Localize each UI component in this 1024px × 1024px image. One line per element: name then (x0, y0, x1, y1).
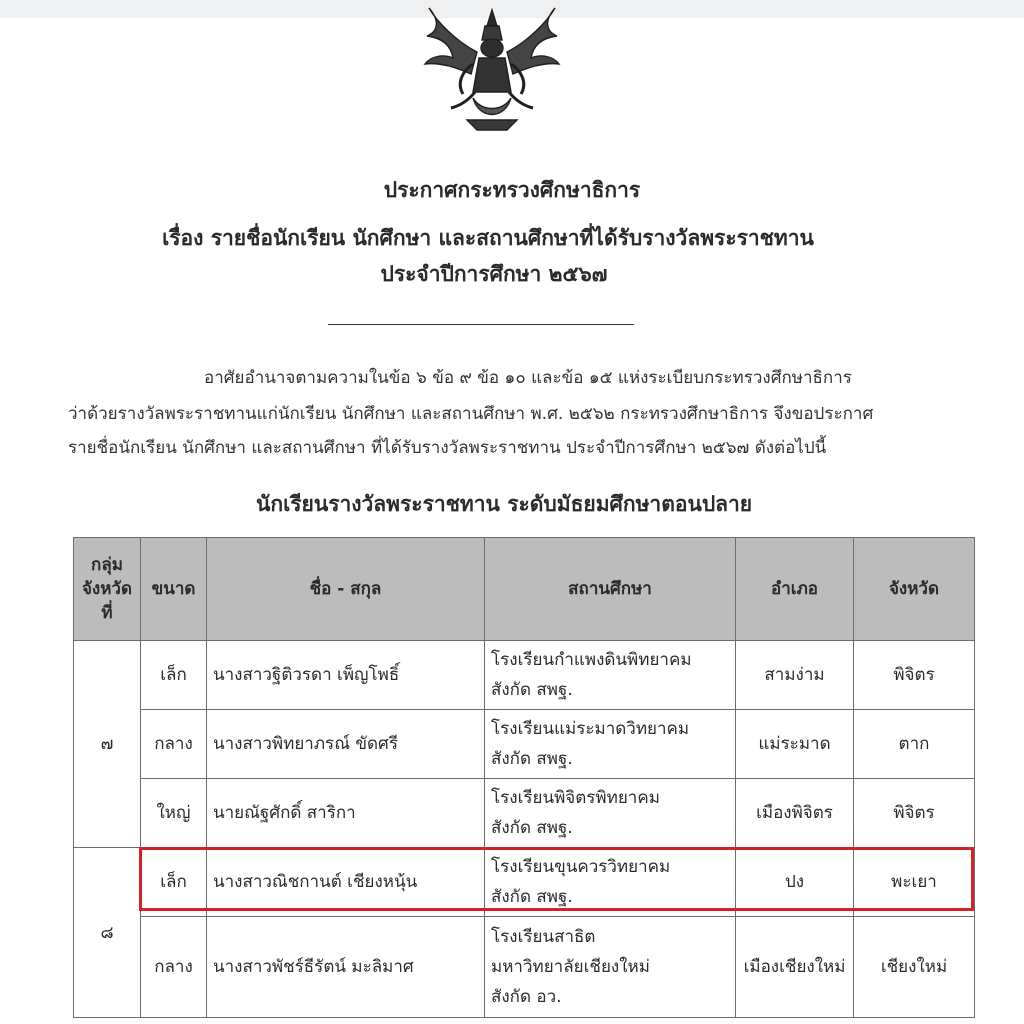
cell-school (485, 917, 736, 1018)
announcement-title: ประกาศกระทรวงศึกษาธิการ (383, 178, 641, 202)
section-title: นักเรียนรางวัลพระราชทาน ระดับมัธยมศึกษาตอนปลาย (256, 492, 753, 516)
table-header-row (74, 538, 975, 641)
cell-school (485, 710, 736, 779)
cell-province: เชียงใหม่ (854, 917, 975, 1018)
group-number: ๘ (74, 848, 141, 1018)
school-line: สังกัด สพฐ. (491, 680, 573, 700)
announcement-subject: เรื่อง รายชื่อนักเรียน นักศึกษา และสถานศึกษาที่ได้รับรางวัลพระราชทาน (162, 226, 814, 250)
school-line: โรงเรียนกำแพงดินพิทยาคม (491, 650, 692, 670)
table-row (74, 779, 975, 848)
cell-name: นางสาวฐิติวรดา เพ็ญโพธิ์ (207, 641, 485, 710)
header-province: จังหวัด (854, 538, 975, 641)
cell-district: เมืองเชียงใหม่ (736, 917, 854, 1018)
header-district: อำเภอ (736, 538, 854, 641)
cell-size: กลาง (141, 917, 207, 1018)
cell-province: พิจิตร (854, 779, 975, 848)
school-line: โรงเรียนสาธิต (491, 927, 596, 947)
garuda-emblem-icon (407, 2, 577, 134)
cell-school (485, 848, 736, 917)
cell-district: ปง (736, 848, 854, 917)
body-paragraph-line-1: อาศัยอำนาจตามความในข้อ ๖ ข้อ ๙ ข้อ ๑๐ และข้อ ๑๕ แห่งระเบียบกระทรวงศึกษาธิการ (204, 368, 852, 388)
cell-province: พะเยา (854, 848, 975, 917)
group-number: ๗ (74, 641, 141, 848)
cell-name: นางสาวพิทยาภรณ์ ขัดศรี (207, 710, 485, 779)
table-row (74, 917, 975, 1018)
awards-table (73, 537, 975, 1018)
cell-size: เล็ก (141, 641, 207, 710)
title-divider (328, 324, 634, 325)
cell-name: นายณัฐศักดิ์ สาริกา (207, 779, 485, 848)
header-school: สถานศึกษา (485, 538, 736, 641)
body-paragraph-line-3: รายชื่อนักเรียน นักศึกษา และสถานศึกษา ที่ได้รับรางวัลพระราชทาน ประจำปีการศึกษา ๒๕๖๗ ดังต่อไปนี้ (68, 438, 827, 458)
school-line: สังกัด สพฐ. (491, 818, 573, 838)
cell-school (485, 779, 736, 848)
cell-name: นางสาวณิชกานต์ เชียงหนุ้น (207, 848, 485, 917)
cell-province: พิจิตร (854, 641, 975, 710)
cell-name: นางสาวพัชร์ธีรัตน์ มะลิมาศ (207, 917, 485, 1018)
school-line: โรงเรียนแม่ระมาดวิทยาคม (491, 719, 690, 739)
body-paragraph-line-2: ว่าด้วยรางวัลพระราชทานแก่นักเรียน นักศึกษา และสถานศึกษา พ.ศ. ๒๕๖๒ กระทรวงศึกษาธิการ จึงขอประกาศ (68, 404, 874, 424)
table-row (74, 848, 975, 917)
cell-school (485, 641, 736, 710)
cell-province: ตาก (854, 710, 975, 779)
school-line: โรงเรียนพิจิตรพิทยาคม (491, 788, 660, 808)
header-name: ชื่อ - สกุล (207, 538, 485, 641)
announcement-year: ประจำปีการศึกษา ๒๕๖๗ (380, 262, 608, 286)
school-line: โรงเรียนขุนควรวิทยาคม (491, 857, 671, 877)
school-line: สังกัด สพฐ. (491, 749, 573, 769)
school-line: มหาวิทยาลัยเชียงใหม่ (491, 957, 650, 977)
cell-district: เมืองพิจิตร (736, 779, 854, 848)
cell-district: แม่ระมาด (736, 710, 854, 779)
cell-size: ใหญ่ (141, 779, 207, 848)
table-row (74, 641, 975, 710)
school-line: สังกัด สพฐ. (491, 887, 573, 907)
header-group: กลุ่ม จังหวัด ที่ (74, 538, 141, 641)
header-size: ขนาด (141, 538, 207, 641)
cell-district: สามง่าม (736, 641, 854, 710)
school-line: สังกัด อว. (491, 987, 562, 1007)
cell-size: เล็ก (141, 848, 207, 917)
table-row (74, 710, 975, 779)
cell-size: กลาง (141, 710, 207, 779)
